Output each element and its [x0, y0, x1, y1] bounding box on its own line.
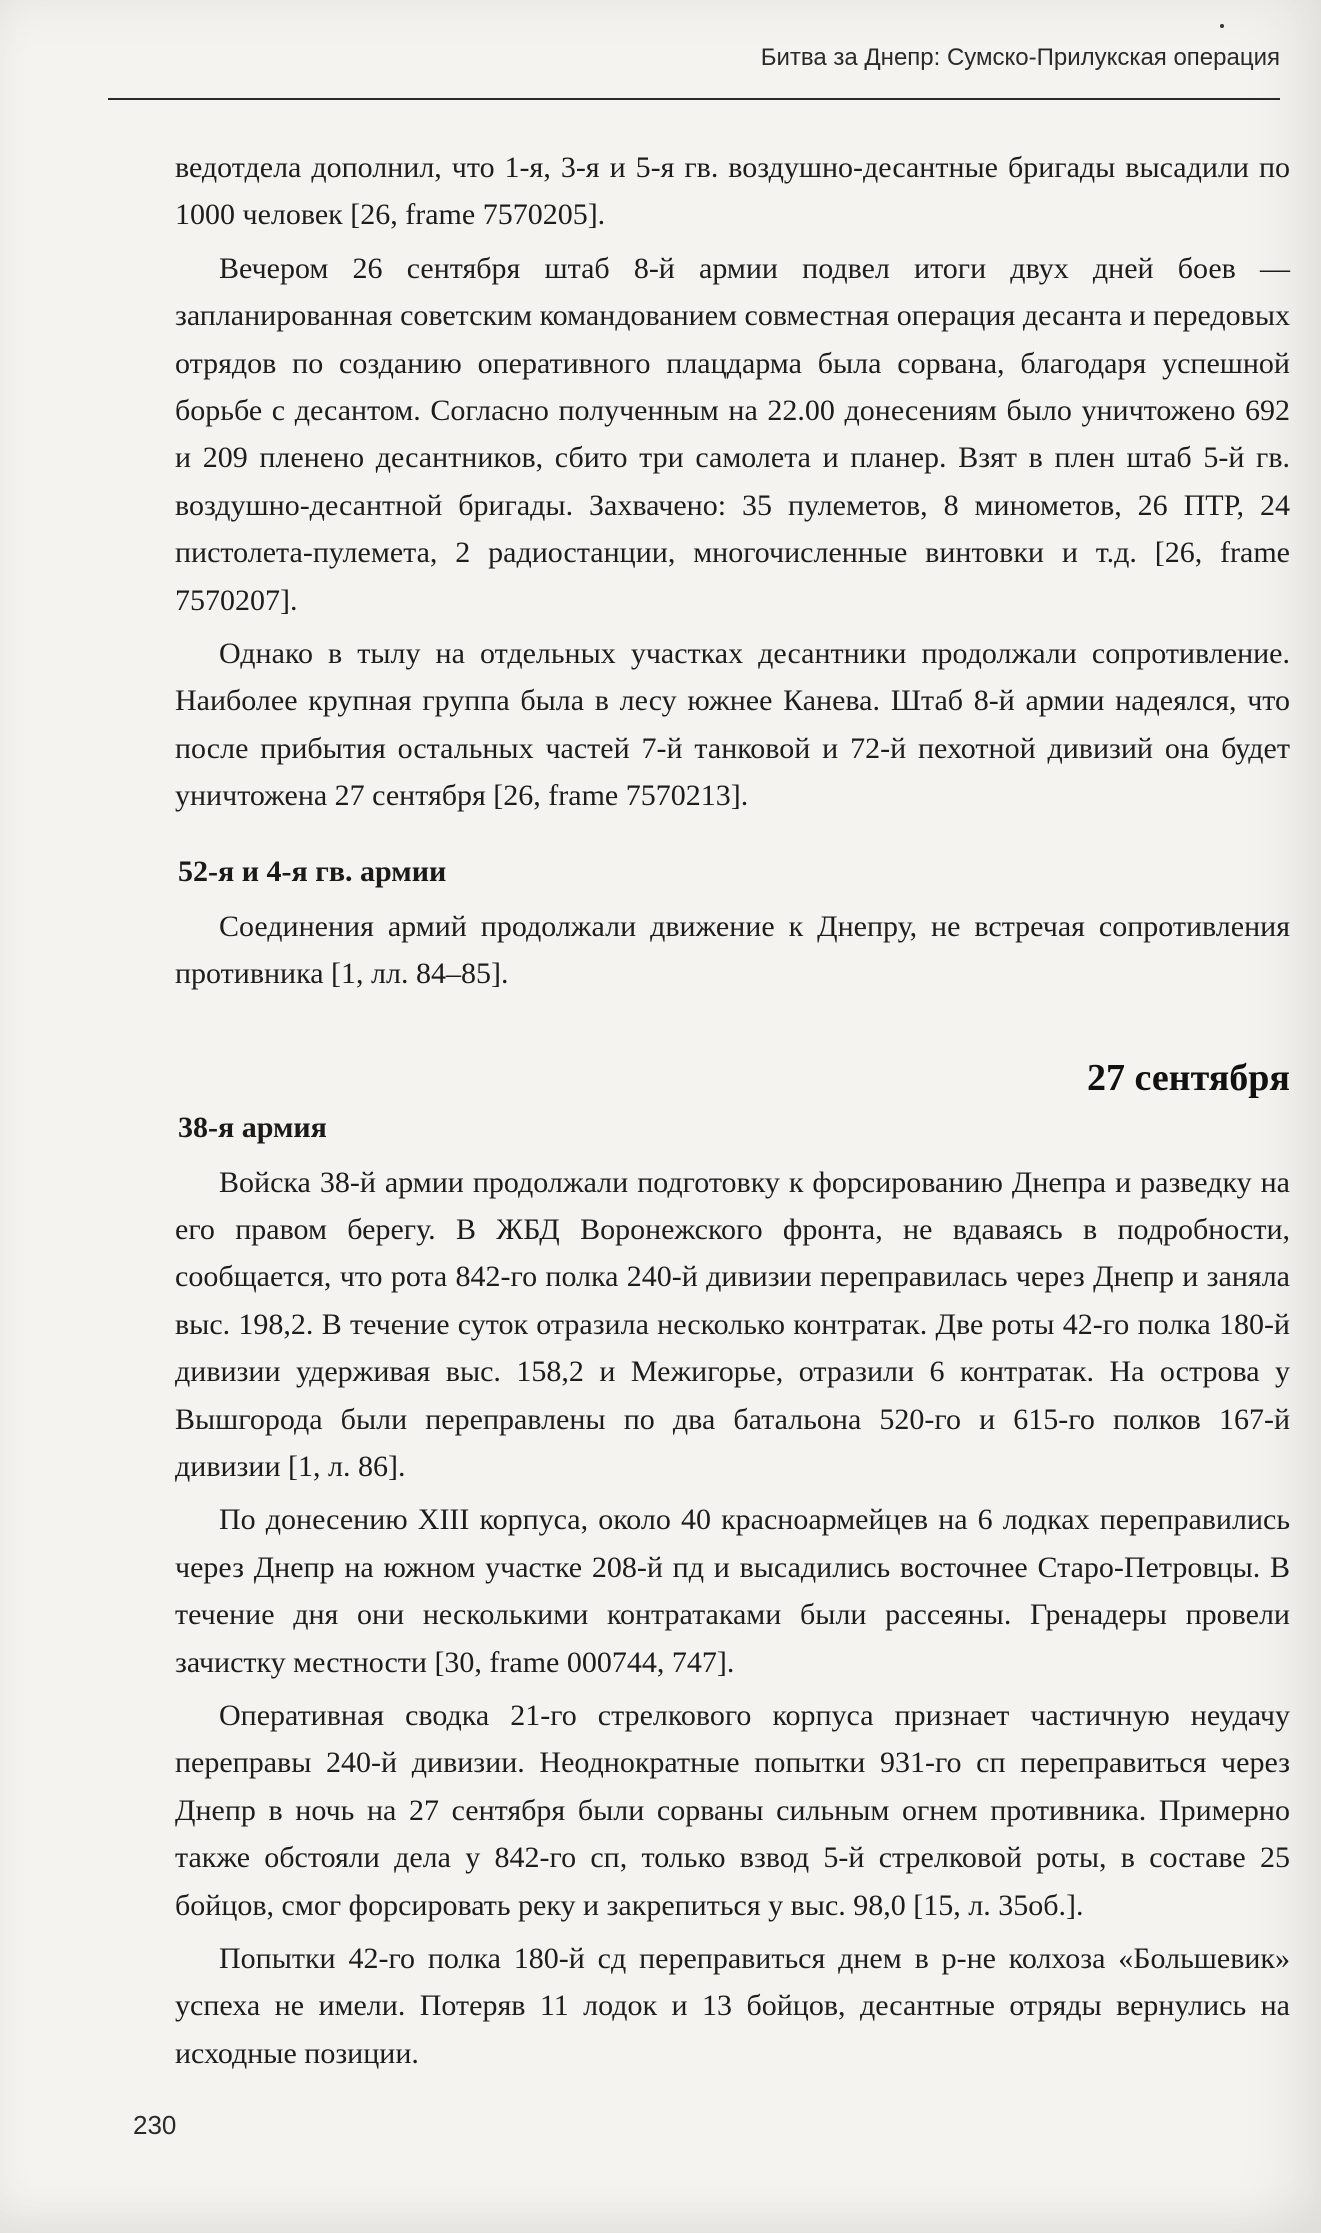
header-rule — [108, 98, 1280, 100]
page-number: 230 — [133, 2110, 177, 2140]
paragraph: ведотдела дополнил, что 1-я, 3-я и 5-я гв. воздушно-десантные бригады высадили по 1000 человек [26, frame 7570205]. — [175, 151, 1290, 232]
paragraph: Войска 38-й армии продолжали подготовку к форсированию Днепра и разведку на его правом берегу. В ЖБД Воронежского фронта, не вдаваясь в подробности, сообщается, что рота 842-го полка 240-й дивизии переправилась через Днепр и заняла выс. 198,2. В течение суток отразила несколько контратак. Две роты 42-го полка 180-й дивизии удерживая выс. 158,2 и Межигорье, отразили 6 контратак. На острова у Вышгорода были переправлены по два батальона 520-го и 615-го полков 167-й дивизии [1, л. 86]. — [175, 1165, 1290, 1483]
section-heading-38-army: 38-я армия — [178, 1110, 327, 1144]
main-text — [175, 144, 1290, 2083]
print-speck — [1220, 24, 1224, 28]
paragraph: Попытки 42-го полка 180-й сд переправиться днем в р-не колхоза «Большевик» успеха не имели. Потеряв 11 лодок и 13 бойцов, десантные отряды вернулись на исходные позиции. — [175, 1942, 1290, 2070]
running-head: Битва за Днепр: Сумско-Прилукская операция — [760, 44, 1280, 71]
paragraph: Однако в тылу на отдельных участках десантники продолжали сопротивление. Наиболее крупная группа была в лесу южнее Канева. Штаб 8-й армии надеялся, что после прибытия остальных частей 7-й танковой и 72-й пехотной дивизий она будет уничтожена 27 сентября [26, frame 7570213]. — [175, 637, 1290, 813]
paragraph: По донесению XIII корпуса, около 40 красноармейцев на 6 лодках переправились через Днепр на южном участке 208-й пд и высадились восточнее Старо-Петровцы. В течение дня они несколькими контратаками были рассеяны. Гренадеры провели зачистку местности [30, frame 000744, 747]. — [175, 1503, 1290, 1679]
paragraph: Соединения армий продолжали движение к Днепру, не встречая сопротивления противника [1, лл. 84–85]. — [175, 909, 1290, 991]
paragraph: Вечером 26 сентября штаб 8-й армии подвел итоги двух дней боев — запланированная советским командованием совместная операция десанта и передовых отрядов по созданию оперативного плацдарма была сорвана, благодаря успешной борьбе с десантом. Согласно полученным на 22.00 донесениям было уничтожено 692 и 209 пленено десантников, сбито три самолета и планер. Взят в плен штаб 5-й гв. воздушно-десантной бригады. Захвачено: 35 пулеметов, 8 минометов, 26 ПТР, 24 пистолета-пулемета, 2 радиостанции, многочисленные винтовки и т.д. [26, frame 7570207]. — [175, 251, 1290, 617]
paragraph: Оперативная сводка 21-го стрелкового корпуса признает частичную неудачу переправы 240-й дивизии. Неоднократные попытки 931-го сп переправиться через Днепр в ночь на 27 сентября были сорваны сильным огнем противника. Примерно также обстояли дела у 842-го сп, только взвод 5-й стрелковой роты, в составе 25 бойцов, смог форсировать реку и закрепиться у выс. 98,0 [15, л. 35об.]. — [175, 1698, 1290, 1922]
section-heading-52-army: 52-я и 4-я гв. армии — [178, 854, 447, 888]
date-heading: 27 сентября — [1086, 1056, 1290, 1099]
